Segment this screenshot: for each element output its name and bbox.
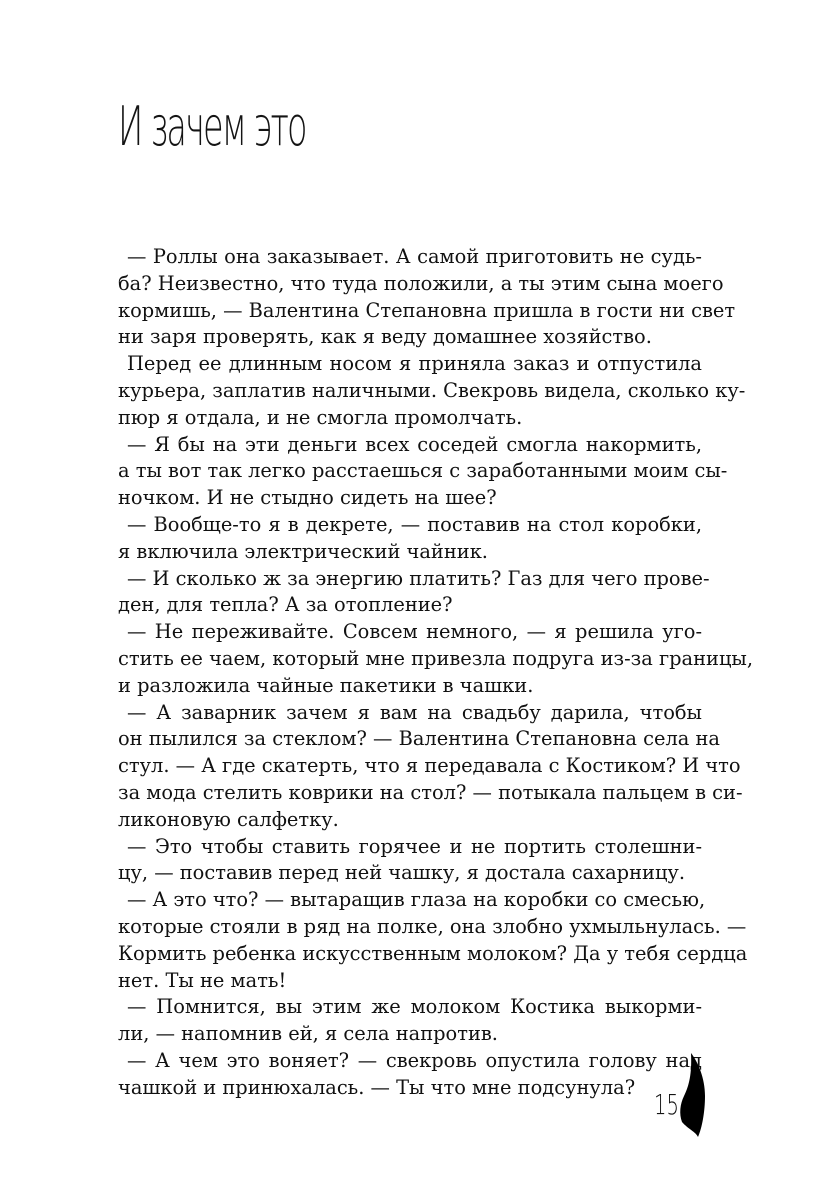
text-line: и разложила чайные пакетики в чашки. (118, 673, 534, 697)
text-line: а ты вот так легко расстаешься с заработанными моим сы- (118, 459, 728, 483)
text-line: ба? Неизвестно, что туда положили, а ты этим сына моего (118, 271, 724, 295)
text-line: — Помнится, вы этим же молоком Костика выкорми- (127, 995, 702, 1019)
text-line: — И сколько ж за энергию платить? Газ для чего прове- (127, 566, 710, 590)
text-line: — Не переживайте. Совсем немного, — я решила уго- (127, 620, 702, 644)
text-line: стул. — А где скатерть, что я передавала с Костиком? И что (118, 754, 741, 778)
text-line: ликоновую салфетку. (118, 807, 339, 831)
text-line: чашкой и принюхалась. — Ты что мне подсунула? (118, 1075, 636, 1099)
text-line: нет. Ты не мать! (118, 968, 287, 992)
text-line: — Я бы на эти деньги всех соседей смогла накормить, (127, 432, 702, 456)
text-line: ден, для тепла? А за отопление? (118, 593, 453, 617)
chapter-title: И зачем это (118, 95, 306, 158)
text-line: я включила электрический чайник. (118, 539, 488, 563)
text-line: Перед ее длинным носом я приняла заказ и отпустила (127, 352, 702, 376)
body-text (118, 244, 754, 1102)
text-line: ни заря проверять, как я веду домашнее хозяйство. (118, 325, 652, 349)
text-line: стить ее чаем, который мне привезла подруга из-за границы, (118, 646, 754, 670)
text-line: которые стояли в ряд на полке, она злобно ухмыльнулась. — (118, 914, 747, 938)
text-line: — А чем это воняет? — свекровь опустила голову над (127, 1048, 702, 1072)
text-line: Кормить ребенка искусственным молоком? Да у тебя сердца (118, 941, 748, 965)
text-line: за мода стелить коврики на стол? — потыкала пальцем в си- (118, 780, 743, 804)
text-line: цу, — поставив перед ней чашку, я достала сахарницу. (118, 861, 685, 885)
text-line: — Это чтобы ставить горячее и не портить столешни- (127, 834, 702, 858)
text-line: ночком. И не стыдно сидеть на шее? (118, 486, 497, 510)
text-line: — А заварник зачем я вам на свадьбу дарила, чтобы (127, 700, 702, 724)
text-line: кормишь, — Валентина Степановна пришла в гости ни свет (118, 298, 736, 322)
page-number: 15 (654, 1088, 679, 1121)
text-line: — Вообще-то я в декрете, — поставив на стол коробки, (127, 512, 702, 536)
text-line: он пылился за стеклом? — Валентина Степановна села на (118, 727, 720, 751)
text-line: ли, — напомнив ей, я села напротив. (118, 1022, 498, 1046)
text-line: пюр я отдала, и не смогла промолчать. (118, 405, 523, 429)
ink-brush-stroke-icon (678, 1052, 708, 1138)
text-line: курьера, заплатив наличными. Свекровь видела, сколько ку- (118, 378, 746, 402)
text-line: — А это что? — вытаращив глаза на коробки со смесью, (127, 888, 706, 912)
text-line: — Роллы она заказывает. А самой приготовить не судь- (127, 245, 702, 268)
